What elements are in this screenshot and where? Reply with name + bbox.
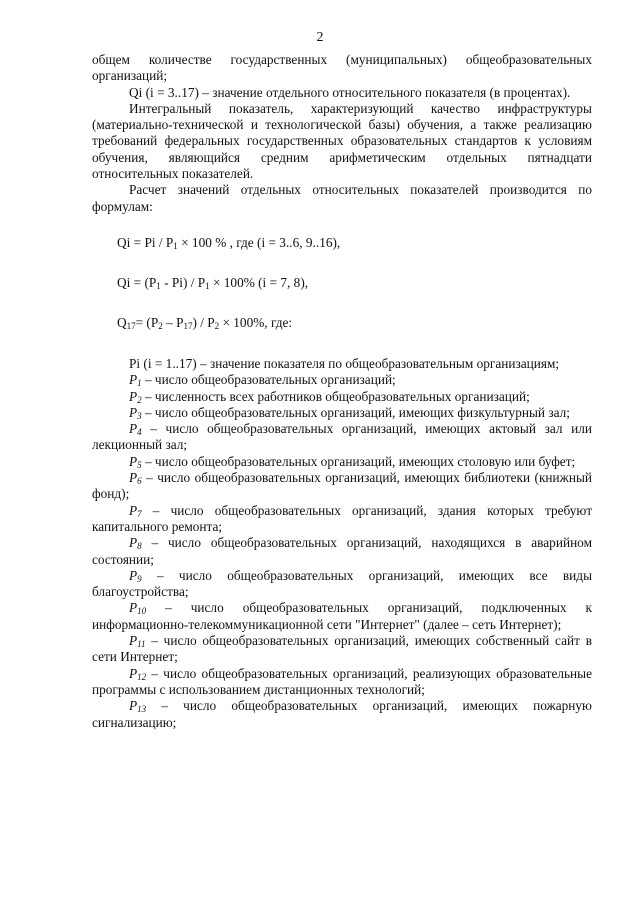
formula-3: $Q_{17}= (P_2 - P_{17}) / P_2 \times 100\%$, где: <box>117 314 293 331</box>
definition-item: $P_3$ – число общеобразовательных организаций, имеющих физкультурный зал; <box>129 404 570 421</box>
definition-item: $P_7$ – число общеобразовательных организаций, здания которых требуют капитального ремонта; <box>92 502 592 534</box>
definition-item: $P_{12}$ – число общеобразовательных организаций, реализующих образовательные программы с использованием дистанционных технологий; <box>92 665 592 697</box>
formula-1: $Qi = Pi / P_1 \times 100$ % , где (i = 3..6, 9..16), <box>117 234 341 251</box>
paragraph-formulas-intro: Расчет значений отдельных относительных показателей производится по формулам: <box>92 182 592 214</box>
definition-item: $P_6$ – число общеобразовательных организаций, имеющих библиотеки (книжный фонд); <box>92 470 592 502</box>
paragraph-continuation: общем количестве государственных (муниципальных) общеобразовательных организаций; <box>92 52 592 84</box>
definition-item: $P_{11}$ – число общеобразовательных организаций, имеющих собственный сайт в сети Интернет; <box>92 633 592 665</box>
document-body <box>92 52 592 731</box>
definitions-list <box>92 372 592 731</box>
definition-item: $P_9$ – число общеобразовательных организаций, имеющих все виды благоустройства; <box>92 567 592 600</box>
paragraph-pi-definition: Pi (i = 1..17) – значение показателя по общеобразовательным организациям; <box>129 355 560 371</box>
paragraph-integral-indicator: Интегральный показатель, характеризующий качество инфраструктуры (материально-технической и технологической базы) обучения, а также реализацию требований федеральных государственных образовательных стандартов к условиям обучения, являющийся средним арифметическим отдельных пятнадцати относительных показателей. <box>92 100 592 182</box>
definition-item: $P_2$ – численность всех работников общеобразовательных организаций; <box>129 388 530 405</box>
definition-item: $P_5$ – число общеобразовательных организаций, имеющих столовую или буфет; <box>129 453 576 470</box>
paragraph-qi-definition: Qi (i = 3..17) – значение отдельного относительного показателя (в процентах). <box>129 84 571 100</box>
definition-item: $P_{13}$ – число общеобразовательных организаций, имеющих пожарную сигнализацию; <box>92 698 592 730</box>
definition-item: $P_1$ – число общеобразовательных организаций; <box>129 372 396 389</box>
formula-2: $Qi = (P_1 - Pi) / P_1 \times 100\%$ (i = 7, 8), <box>117 274 309 291</box>
definition-item: $P_4$ – число общеобразовательных организаций, имеющих актовый зал или лекционный зал; <box>92 421 592 453</box>
page-number: 2 <box>316 30 324 45</box>
definition-item: $P_{10}$ – число общеобразовательных организаций, подключенных к информационно-телекоммуникационной сети "Интернет" (далее – сеть Интернет); <box>92 600 592 632</box>
definition-item: $P_8$ – число общеобразовательных организаций, находящихся в аварийном состоянии; <box>92 535 592 567</box>
